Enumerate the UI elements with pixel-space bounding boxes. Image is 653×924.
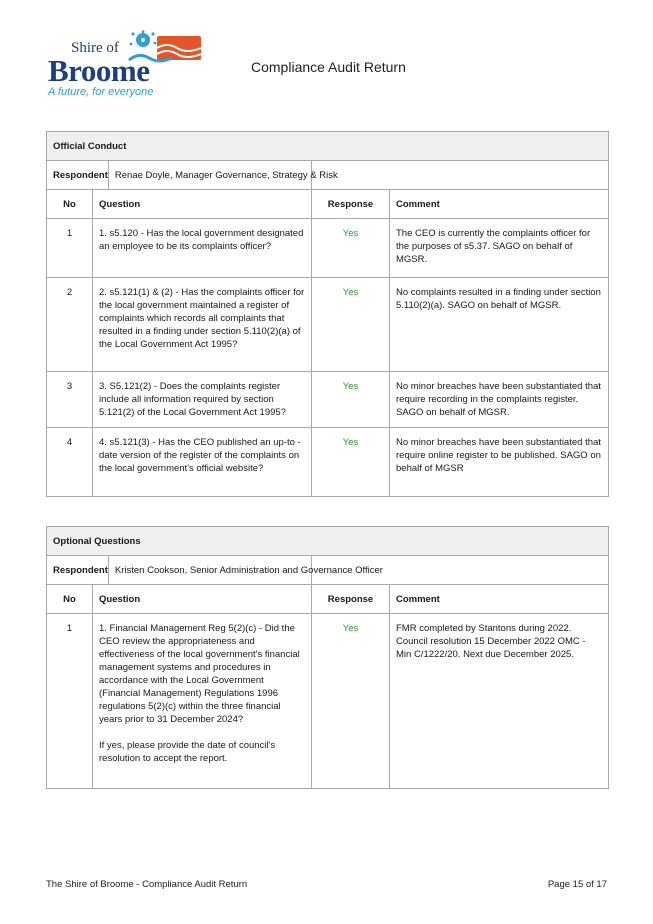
row-number: 3: [47, 372, 93, 428]
column-header-response: Response: [312, 585, 390, 614]
shire-logo: [45, 28, 205, 102]
column-header-question: Question: [93, 585, 312, 614]
question-text: 3. S5.121(2) - Does the complaints register include all information required by section 5.121(2) of the Local Government Act 1995?: [93, 372, 312, 428]
row-number: 1: [47, 219, 93, 278]
comment-text: No minor breaches have been substantiated that require recording in the complaints register. SAGO on behalf of MGSR.: [390, 372, 609, 428]
column-header-no: No: [47, 190, 93, 219]
logo-text-shire-of: Shire of: [71, 40, 119, 56]
document-title: Compliance Audit Return: [251, 59, 406, 75]
table-row: [47, 614, 609, 789]
row-number: 1: [47, 614, 93, 789]
response-value: Yes: [312, 219, 390, 278]
question-text: 4. s5.121(3) - Has the CEO published an up-to -date version of the register of the complaints on the local government's official website?: [93, 428, 312, 497]
respondent-value: Kristen Cookson, Senior Administration and Governance Officer: [114, 564, 383, 576]
column-header-comment: Comment: [390, 585, 609, 614]
column-header-response: Response: [312, 190, 390, 219]
footer-page-number: Page 15 of 17: [547, 879, 607, 890]
table-row: [47, 372, 609, 428]
respondent-label: Respondent: [47, 556, 109, 584]
footer-document-name: The Shire of Broome - Compliance Audit Return: [46, 879, 248, 890]
question-text: 2. s5.121(1) & (2) - Has the complaints officer for the local government maintained a register of complaints which records all complaints that resulted in a finding under section 5.110(2)(a) of the Local Government Act 1995?: [93, 278, 312, 372]
logo-text-broome: Broome: [48, 53, 150, 88]
comment-text: No minor breaches have been substantiated that require online register to be published. SAGO on behalf of MGSR: [390, 428, 609, 497]
respondent-label: Respondent: [47, 161, 109, 189]
section-title: Optional Questions: [47, 527, 609, 556]
optional-questions-table: [46, 526, 609, 789]
response-value: Yes: [312, 278, 390, 372]
question-note: If yes, please provide the date of council's resolution to accept the report.: [99, 740, 276, 764]
official-conduct-table: [46, 131, 609, 497]
comment-text: The CEO is currently the complaints officer for the purposes of s5.37. SAGO on behalf of MGSR.: [390, 219, 609, 278]
column-header-question: Question: [93, 190, 312, 219]
comment-text: No complaints resulted in a finding under section 5.110(2)(a). SAGO on behalf of MGSR.: [390, 278, 609, 372]
row-number: 4: [47, 428, 93, 497]
respondent-value: Renae Doyle, Manager Governance, Strategy & Risk: [114, 169, 338, 181]
question-text: 1. Financial Management Reg 5(2)(c) - Did the CEO review the appropriateness and effectiveness of the local government's financial management systems and procedures in accordance with the Local Government (Financial Management) Regulations 1996 regulations 5(2)(c) within the three financial years prior to 31 December 2024?: [99, 623, 300, 725]
table-row: [47, 428, 609, 497]
section-title: Official Conduct: [47, 132, 609, 161]
question-text: 1. s5.120 - Has the local government designated an employee to be its complaints officer?: [93, 219, 312, 278]
logo-tagline: A future, for everyone: [48, 86, 154, 98]
response-value: Yes: [312, 614, 390, 789]
column-header-no: No: [47, 585, 93, 614]
comment-text: FMR completed by Stantons during 2022. Council resolution 15 December 2022 OMC - Min C/1222/20. Next due December 2025.: [390, 614, 609, 789]
column-header-comment: Comment: [390, 190, 609, 219]
row-number: 2: [47, 278, 93, 372]
table-row: [47, 219, 609, 278]
response-value: Yes: [312, 372, 390, 428]
response-value: Yes: [312, 428, 390, 497]
table-row: [47, 278, 609, 372]
